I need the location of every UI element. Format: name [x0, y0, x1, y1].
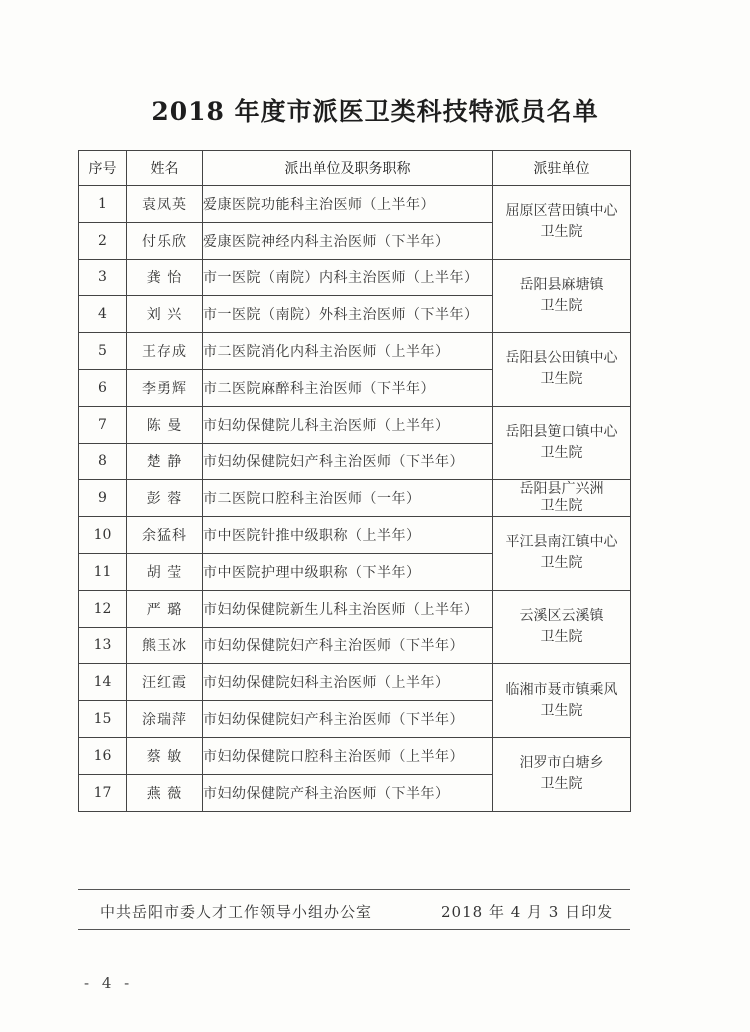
footer-organization: 中共岳阳市委人才工作领导小组办公室 — [100, 903, 373, 921]
row-no: 15 — [79, 701, 127, 738]
row-name: 胡 莹 — [127, 553, 203, 590]
row-unit: 市一医院（南院）内科主治医师（上半年） — [203, 259, 493, 296]
row-unit: 市妇幼保健院儿科主治医师（上半年） — [203, 406, 493, 443]
destination-cell — [493, 259, 631, 333]
row-unit: 市二医院麻醉科主治医师（下半年） — [203, 369, 493, 406]
row-no: 8 — [79, 443, 127, 480]
row-unit: 市中医院护理中级职称（下半年） — [203, 553, 493, 590]
row-unit: 市妇幼保健院妇产科主治医师（下半年） — [203, 443, 493, 480]
row-no: 12 — [79, 590, 127, 627]
row-name: 陈 曼 — [127, 406, 203, 443]
row-no: 11 — [79, 553, 127, 590]
row-unit: 爱康医院功能科主治医师（上半年） — [203, 186, 493, 223]
destination-cell — [493, 517, 631, 591]
row-name: 龚 怡 — [127, 259, 203, 296]
row-no: 1 — [79, 186, 127, 223]
row-no: 7 — [79, 406, 127, 443]
row-name: 蔡 敏 — [127, 737, 203, 774]
destination-line: 卫生院 — [540, 555, 583, 572]
row-name: 余猛科 — [127, 517, 203, 554]
row-no: 17 — [79, 774, 127, 811]
row-name: 涂瑞萍 — [127, 701, 203, 738]
row-unit: 市妇幼保健院产科主治医师（下半年） — [203, 774, 493, 811]
table-row — [79, 590, 631, 627]
row-no: 4 — [79, 296, 127, 333]
table-row — [79, 186, 631, 223]
header-name: 姓名 — [127, 151, 203, 186]
destination-line: 卫生院 — [540, 297, 583, 314]
destination-cell — [493, 737, 631, 811]
row-no: 3 — [79, 259, 127, 296]
row-name: 李勇辉 — [127, 369, 203, 406]
table-row — [79, 406, 631, 443]
row-name: 刘 兴 — [127, 296, 203, 333]
row-name: 袁凤英 — [127, 186, 203, 223]
table-row — [79, 664, 631, 701]
row-name: 王存成 — [127, 333, 203, 370]
header-no: 序号 — [79, 151, 127, 186]
row-unit: 市一医院（南院）外科主治医师（下半年） — [203, 296, 493, 333]
destination-line: 岳阳县麻塘镇 — [519, 276, 604, 293]
table-row — [79, 333, 631, 370]
destination-cell — [493, 480, 631, 517]
row-no: 10 — [79, 517, 127, 554]
row-unit: 市妇幼保健院口腔科主治医师（上半年） — [203, 737, 493, 774]
header-destination: 派驻单位 — [493, 151, 631, 186]
destination-cell — [493, 664, 631, 738]
destination-cell — [493, 406, 631, 480]
row-no: 14 — [79, 664, 127, 701]
footer-bottom-rule — [78, 929, 630, 930]
table-row — [79, 480, 631, 517]
header-unit: 派出单位及职务职称 — [203, 151, 493, 186]
destination-line: 岳阳县广兴洲 — [519, 481, 604, 498]
destination-line: 卫生院 — [540, 445, 583, 462]
row-name: 汪红霞 — [127, 664, 203, 701]
page-number: - 4 - — [84, 974, 134, 992]
roster-table — [78, 150, 631, 812]
row-unit: 市妇幼保健院妇科主治医师（上半年） — [203, 664, 493, 701]
row-no: 13 — [79, 627, 127, 664]
row-name: 付乐欣 — [127, 222, 203, 259]
footer-date: 2018 年 4 月 3 日印发 — [441, 903, 614, 921]
table-row — [79, 259, 631, 296]
row-no: 9 — [79, 480, 127, 517]
row-unit: 市二医院消化内科主治医师（上半年） — [203, 333, 493, 370]
destination-cell — [493, 590, 631, 664]
footer-top-rule — [78, 889, 630, 890]
table-row — [79, 517, 631, 554]
row-name: 燕 薇 — [127, 774, 203, 811]
row-no: 6 — [79, 369, 127, 406]
row-name: 严 璐 — [127, 590, 203, 627]
table-header-row — [79, 151, 631, 186]
destination-line: 岳阳县公田镇中心 — [505, 350, 618, 367]
row-name: 彭 蓉 — [127, 480, 203, 517]
row-name: 熊玉冰 — [127, 627, 203, 664]
table-row — [79, 737, 631, 774]
destination-line: 卫生院 — [540, 224, 583, 241]
row-unit: 市二医院口腔科主治医师（一年） — [203, 480, 493, 517]
destination-line: 屈原区营田镇中心 — [505, 203, 618, 220]
page-title: 2018 年度市派医卫类科技特派员名单 — [151, 97, 599, 126]
row-no: 5 — [79, 333, 127, 370]
row-no: 2 — [79, 222, 127, 259]
row-unit: 市妇幼保健院妇产科主治医师（下半年） — [203, 627, 493, 664]
destination-line: 汨罗市白塘乡 — [519, 755, 604, 772]
destination-line: 云溪区云溪镇 — [519, 608, 604, 625]
row-unit: 市妇幼保健院妇产科主治医师（下半年） — [203, 701, 493, 738]
row-no: 16 — [79, 737, 127, 774]
destination-line: 临湘市聂市镇乘风 — [505, 681, 618, 698]
destination-line: 卫生院 — [540, 498, 583, 515]
destination-cell — [493, 333, 631, 407]
destination-line: 卫生院 — [540, 776, 583, 793]
row-unit: 市妇幼保健院新生儿科主治医师（上半年） — [203, 590, 493, 627]
row-unit: 市中医院针推中级职称（上半年） — [203, 517, 493, 554]
destination-line: 卫生院 — [540, 371, 583, 388]
destination-line: 平江县南江镇中心 — [505, 534, 618, 551]
destination-line: 卫生院 — [540, 702, 583, 719]
destination-line: 卫生院 — [540, 629, 583, 646]
row-unit: 爱康医院神经内科主治医师（下半年） — [203, 222, 493, 259]
destination-cell — [493, 186, 631, 260]
row-name: 楚 静 — [127, 443, 203, 480]
destination-line: 岳阳县筻口镇中心 — [505, 424, 618, 441]
